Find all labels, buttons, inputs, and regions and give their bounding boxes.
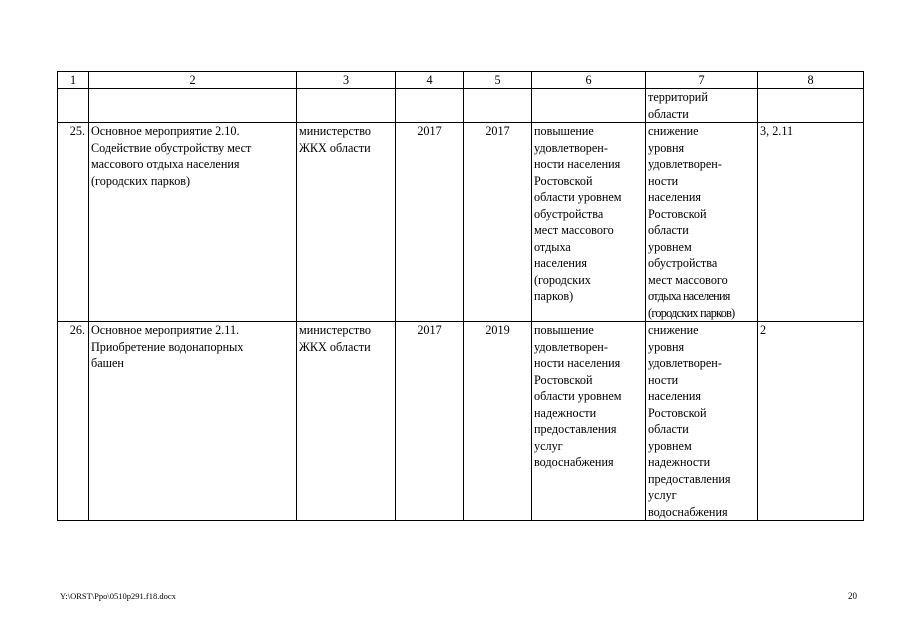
text-line: Ростовской xyxy=(648,206,707,221)
text-line: уровня xyxy=(648,140,685,155)
text-line: снижение xyxy=(648,323,699,337)
consequence-cell xyxy=(646,123,758,322)
text-line: населения xyxy=(648,190,702,204)
text-line: снижение xyxy=(648,124,699,138)
text-line: надежности xyxy=(534,405,597,420)
result-cell xyxy=(532,123,646,322)
row-number: 25. xyxy=(58,123,89,322)
text-line: уровнем xyxy=(648,239,692,254)
text-line: территорий xyxy=(648,90,708,104)
text-line: ности населения xyxy=(534,356,621,370)
condensed-text: (городских парков) xyxy=(648,305,735,320)
cell-empty xyxy=(396,89,464,123)
text-line: ности населения xyxy=(534,157,621,171)
cell-empty xyxy=(297,89,396,123)
text-line: (городских xyxy=(534,272,591,287)
text-line: повышение xyxy=(534,323,594,337)
text-line: Приобретение водонапорных xyxy=(91,339,244,354)
text-line: повышение xyxy=(534,124,594,138)
text-line: Основное мероприятие 2.11. xyxy=(91,323,240,337)
text-line: населения xyxy=(648,389,702,403)
activity-name-cell xyxy=(89,123,297,322)
header-cell-7: 7 xyxy=(646,72,758,89)
footer-file-path: Y:\ORST\Ppo\0510p291.f18.docx xyxy=(60,591,176,601)
text-line: Ростовской xyxy=(648,405,707,420)
text-line: министерство xyxy=(299,323,372,337)
executor-cell xyxy=(297,123,396,322)
text-line: башен xyxy=(91,356,124,370)
header-cell-3: 3 xyxy=(297,72,396,89)
text-line: водоснабжения xyxy=(534,455,614,469)
text-line: ЖКХ области xyxy=(299,140,371,155)
executor-cell xyxy=(297,322,396,521)
text-line: (городских парков) xyxy=(91,173,191,188)
text-line: водоснабжения xyxy=(648,504,728,519)
text-line: услуг xyxy=(534,438,563,453)
text-line: области уровнем xyxy=(534,389,622,403)
text-line: ЖКХ области xyxy=(299,339,371,354)
header-cell-5: 5 xyxy=(464,72,532,89)
text-line xyxy=(648,288,755,305)
text-line: министерство xyxy=(299,124,372,138)
text-line: предоставления xyxy=(648,471,731,486)
text-line: населения xyxy=(534,256,588,270)
text-line: обустройства xyxy=(648,256,718,270)
text-line: уровня xyxy=(648,339,685,354)
cell-empty xyxy=(464,89,532,123)
header-cell-1: 1 xyxy=(58,72,89,89)
header-cell-6: 6 xyxy=(532,72,646,89)
end-year-cell: 2019 xyxy=(464,322,532,521)
text-line: уровнем xyxy=(648,438,692,453)
text-line: области xyxy=(648,106,689,121)
cell-empty xyxy=(89,89,297,123)
cell-empty xyxy=(758,89,864,123)
text-line: Ростовской xyxy=(534,372,593,387)
end-year-cell: 2017 xyxy=(464,123,532,322)
activity-name-cell xyxy=(89,322,297,521)
text-line: удовлетворен- xyxy=(534,339,608,354)
table-header-row xyxy=(58,72,864,89)
table-row xyxy=(58,322,864,521)
start-year-cell: 2017 xyxy=(396,322,464,521)
page-number: 20 xyxy=(848,591,857,601)
text-line: области xyxy=(648,422,689,436)
text-line: мест массового xyxy=(534,223,614,237)
text-line: удовлетворен- xyxy=(648,157,722,171)
text-line: отдыха xyxy=(534,239,571,254)
text-line: надежности xyxy=(648,455,711,469)
consequence-cell xyxy=(646,89,758,123)
header-cell-2: 2 xyxy=(89,72,297,89)
text-line: предоставления xyxy=(534,422,617,436)
cell-empty xyxy=(532,89,646,123)
text-line: удовлетворен- xyxy=(534,140,608,155)
text-line: парков) xyxy=(534,289,574,303)
text-line: области уровнем xyxy=(534,190,622,204)
text-line: массового отдыха населения xyxy=(91,157,240,171)
header-cell-8: 8 xyxy=(758,72,864,89)
text-line: удовлетворен- xyxy=(648,356,722,370)
text-line: Ростовской xyxy=(534,173,593,188)
cell-empty xyxy=(58,89,89,123)
table-row-continuation xyxy=(58,89,864,123)
text-line: мест массового xyxy=(648,272,728,287)
text-line: ности xyxy=(648,173,679,188)
consequence-cell xyxy=(646,322,758,521)
text-line: обустройства xyxy=(534,206,604,221)
link-cell: 2 xyxy=(758,322,864,521)
table-row xyxy=(58,123,864,322)
link-cell: 3, 2.11 xyxy=(758,123,864,322)
result-cell xyxy=(532,322,646,521)
text-line xyxy=(648,305,755,322)
header-cell-4: 4 xyxy=(396,72,464,89)
text-line: Основное мероприятие 2.10. xyxy=(91,124,240,138)
row-number: 26. xyxy=(58,322,89,521)
start-year-cell: 2017 xyxy=(396,123,464,322)
condensed-text: отдыха населения xyxy=(648,289,730,303)
program-table xyxy=(57,71,864,521)
text-line: услуг xyxy=(648,488,677,502)
text-line: области xyxy=(648,223,689,237)
text-line: ности xyxy=(648,372,679,387)
text-line: Содействие обустройству мест xyxy=(91,140,252,155)
